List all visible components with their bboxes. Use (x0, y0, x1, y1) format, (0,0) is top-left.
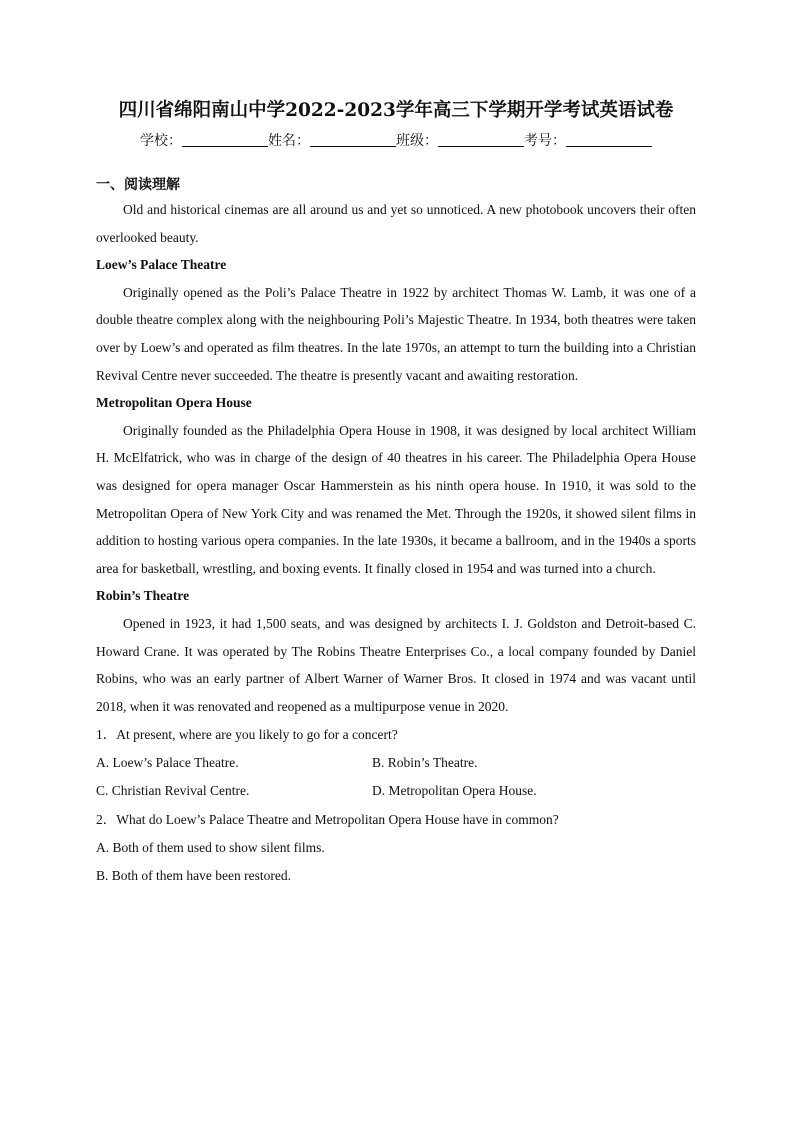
theatre-paragraph-metropolitan: Originally founded as the Philadelphia Opera House in 1908, it was designed by local architect William H. McElfatrick, who was in charge of the design of 40 theatres in his career. The Philadelphia Opera House was designed for opera manager Oscar Hammerstein as his ninth opera house. In 1910, it was sold to the Metropolitan Opera of New York City and was renamed the Met. Through the 1920s, it showed silent films in addition to hosting various opera companies. In the late 1930s, it became a ballroom, and in the 1940s a sports area for basketball, wrestling, and boxing events. It finally closed in 1954 and was turned into a church. (96, 422, 696, 576)
class-label: 班级： (396, 133, 438, 149)
question-2-option-a[interactable]: A. Both of them used to show silent films. (96, 840, 325, 856)
question-1-option-d[interactable]: D. Metropolitan Opera House. (372, 783, 537, 799)
question-1-option-c[interactable]: C. Christian Revival Centre. (96, 783, 250, 799)
question-1-options (96, 749, 696, 805)
exam-number-blank[interactable] (566, 132, 652, 147)
question-2-stem: 2．What do Loew’s Palace Theatre and Metropolitan Opera House have in common? (96, 812, 559, 828)
class-blank[interactable] (438, 132, 524, 147)
intro-paragraph: Old and historical cinemas are all around us and yet so unnoticed. A new photobook uncovers their often overlooked beauty. (96, 202, 696, 245)
question-1-stem: 1．At present, where are you likely to go for a concert? (96, 727, 398, 743)
theatre-paragraph-robins: Opened in 1923, it had 1,500 seats, and was designed by architects I. J. Goldston and Detroit-based C. Howard Crane. It was operated by The Robins Theatre Enterprises Co., a local company founded by Daniel Robins, who was an early partner of Albert Warner of Warner Bros. It closed in 1974 and was vacant until 2018, when it was renovated and reopened as a multipurpose venue in 2020. (96, 615, 696, 714)
theatre-heading-metropolitan: Metropolitan Opera House (96, 395, 252, 411)
name-blank[interactable] (310, 132, 396, 147)
theatre-heading-robins: Robin’s Theatre (96, 588, 190, 604)
student-info-line (96, 128, 696, 154)
exam-page (96, 96, 696, 890)
exam-title: 四川省绵阳南山中学2022-2023学年高三下学期开学考试英语试卷 (118, 100, 674, 121)
exam-number-label: 考号： (524, 133, 566, 149)
section-heading: 一、阅读理解 (96, 177, 180, 193)
theatre-paragraph-loews: Originally opened as the Poli’s Palace Theatre in 1922 by architect Thomas W. Lamb, it was one of a double theatre complex along with the neighbouring Poli’s Majestic Theatre. In 1934, both theatres were taken over by Loew’s and operated as film theatres. In the late 1970s, an attempt to turn the building into a Christian Revival Centre never succeeded. The theatre is presently vacant and awaiting restoration. (96, 284, 696, 383)
question-1-option-a[interactable]: A. Loew’s Palace Theatre. (96, 755, 239, 771)
name-label: 姓名： (268, 133, 310, 149)
question-1-option-b[interactable]: B. Robin’s Theatre. (372, 755, 478, 771)
school-blank[interactable] (182, 132, 268, 147)
question-2-option-b[interactable]: B. Both of them have been restored. (96, 868, 291, 884)
school-label: 学校： (140, 133, 182, 149)
theatre-heading-loews: Loew’s Palace Theatre (96, 257, 227, 273)
